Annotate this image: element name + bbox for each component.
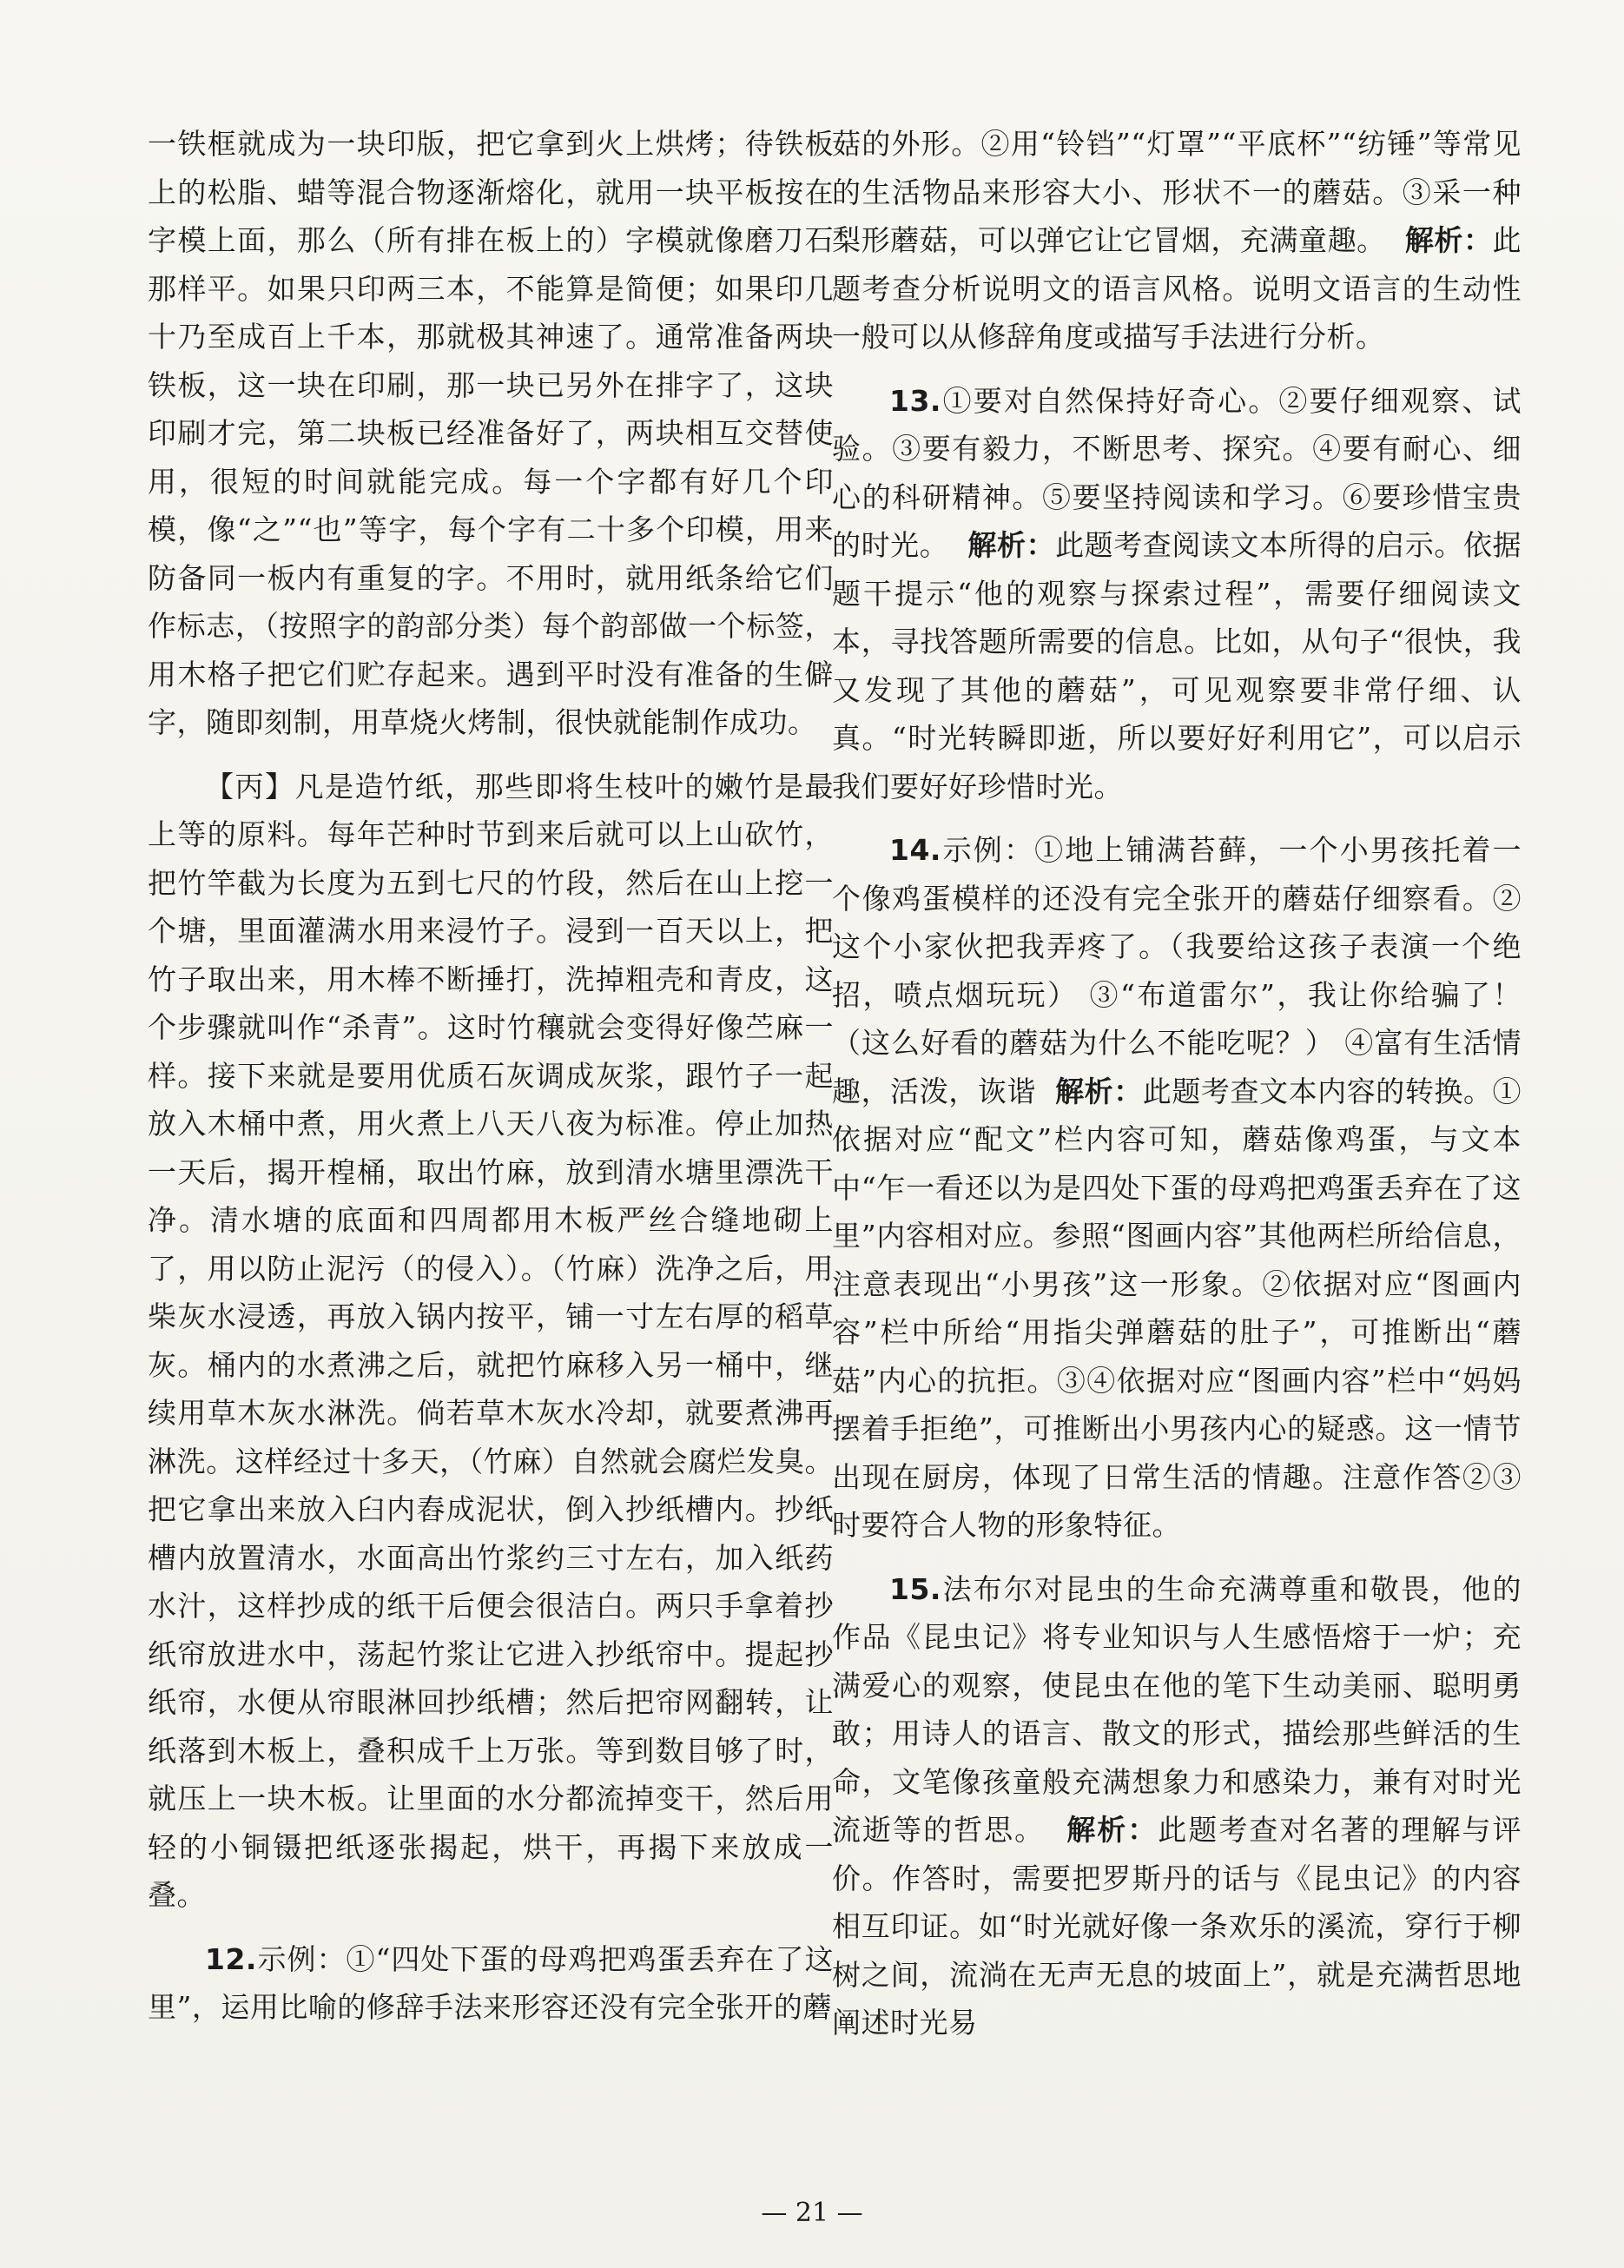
answer-text: 示例：①地上铺满苔藓，一个小男孩托着一个像鸡蛋模样的还没有完全张开的蘑菇仔细察看。②这个小家伙把我弄疼了。（我要给这孩子表演一个绝招，喷点烟玩玩） ③“布道雷尔”，我让你给骗了！（这么好看的蘑菇为什么不能吃呢？） ④富有生活情趣，活泼，诙谐 bbox=[832, 833, 1522, 1108]
translation-paragraph-2 bbox=[148, 763, 834, 1920]
left-column bbox=[148, 120, 834, 2032]
answer-12-continued bbox=[832, 120, 1522, 361]
page-number: — 21 — bbox=[761, 2198, 863, 2228]
translation-paragraph-1 bbox=[148, 120, 834, 747]
answer-14 bbox=[832, 826, 1522, 1550]
analysis-label: 解析： bbox=[1404, 223, 1493, 257]
answer-text: 法布尔对昆虫的生命充满尊重和敬畏，他的作品《昆虫记》将专业知识与人生感悟熔于一炉；充满爱心的观察，使昆虫在他的笔下生动美丽、聪明勇敢；用诗人的语言、散文的形式，描绘那些鲜活的生命，文笔像孩童般充满想象力和感染力，兼有对时光流逝等的哲思。 bbox=[832, 1571, 1522, 1847]
question-number: 12. bbox=[205, 1941, 257, 1976]
answer-text: 菇的外形。②用“铃铛”“灯罩”“平底杯”“纺锤”等常见的生活物品来形容大小、形状不一的蘑菇。③采一种梨形蘑菇，可以弹它让它冒烟，充满童趣。 bbox=[832, 127, 1522, 257]
question-number: 15. bbox=[889, 1571, 941, 1606]
question-number: 13. bbox=[889, 383, 941, 418]
analysis-label: 解析： bbox=[1055, 1074, 1143, 1108]
answer-text: ①要对自然保持好奇心。②要仔细观察、试验。③要有毅力，不断思考、探究。④要有耐心、细心的科研精神。⑤要坚持阅读和学习。⑥要珍惜宝贵的时光。 bbox=[832, 383, 1522, 562]
answer-12 bbox=[148, 1935, 834, 2032]
analysis-text: 此题考查文本内容的转换。①依据对应“配文”栏内容可知，蘑菇像鸡蛋，与文本中“乍一看还以为是四处下蛋的母鸡把鸡蛋丢弃在了这里”内容相对应。参照“图画内容”其他两栏所给信息，注意表现出“小男孩”这一形象。②依据对应“图画内容”栏中所给“用指尖弹蘑菇的肚子”，可推断出“蘑菇”内心的抗拒。③④依据对应“图画内容”栏中“妈妈摆着手拒绝”，可推断出小男孩内心的疑惑。这一情节出现在厨房，体现了日常生活的情趣。注意作答②③时要符合人物的形象特征。 bbox=[832, 1074, 1522, 1542]
right-column bbox=[832, 120, 1522, 2047]
section-tag: 【丙】 bbox=[205, 769, 295, 803]
analysis-text: 此题考查阅读文本所得的启示。依据题干提示“他的观察与探索过程”，需要仔细阅读文本，寻找答题所需要的信息。比如，从句子“很快，我又发现了其他的蘑菇”，可见观察要非常仔细、认真。“时光转瞬即逝，所以要好好利用它”，可以启示我们要好好珍惜时光。 bbox=[832, 528, 1522, 803]
answer-13 bbox=[832, 377, 1522, 811]
paragraph-text: 一铁框就成为一块印版，把它拿到火上烘烤；待铁板上的松脂、蜡等混合物逐渐熔化，就用一块平板按在字模上面，那么（所有排在板上的）字模就像磨刀石那样平。如果只印两三本，不能算是简便；如果印几十乃至成百上千本，那就极其神速了。通常准备两块铁板，这一块在印刷，那一块已另外在排字了，这块印刷才完，第二块板已经准备好了，两块相互交替使用，很短的时间就能完成。每一个字都有好几个印模，像“之”“也”等字，每个字有二十多个印模，用来防备同一板内有重复的字。不用时，就用纸条给它们作标志，（按照字的韵部分类）每个韵部做一个标签，用木格子把它们贮存起来。遇到平时没有准备的生僻字，随即刻制，用草烧火烤制，很快就能制作成功。 bbox=[148, 127, 834, 739]
analysis-label: 解析： bbox=[967, 528, 1056, 562]
question-number: 14. bbox=[889, 833, 941, 867]
paragraph-text: 凡是造竹纸，那些即将生枝叶的嫩竹是最上等的原料。每年芒种时节到来后就可以上山砍竹，把竹竿截为长度为五到七尺的竹段，然后在山上挖一个塘，里面灌满水用来浸竹子。浸到一百天以上，把竹子取出来，用木棒不断捶打，洗掉粗壳和青皮，这个步骤就叫作“杀青”。这时竹穰就会变得好像苎麻一样。接下来就是要用优质石灰调成灰浆，跟竹子一起放入木桶中煮，用火煮上八天八夜为标准。停止加热一天后，揭开楻桶，取出竹麻，放到清水塘里漂洗干净。清水塘的底面和四周都用木板严丝合缝地砌上了，用以防止泥污（的侵入）。（竹麻）洗净之后，用柴灰水浸透，再放入锅内按平，铺一寸左右厚的稻草灰。桶内的水煮沸之后，就把竹麻移入另一桶中，继续用草木灰水淋洗。倘若草木灰水冷却，就要煮沸再淋洗。这样经过十多天，（竹麻）自然就会腐烂发臭。把它拿出来放入臼内舂成泥状，倒入抄纸槽内。抄纸槽内放置清水，水面高出竹浆约三寸左右，加入纸药水汁，这样抄成的纸干后便会很洁白。两只手拿着抄纸帘放进水中，荡起竹浆让它进入抄纸帘中。提起抄纸帘，水便从帘眼淋回抄纸槽；然后把帘网翻转，让纸落到木板上，叠积成千上万张。等到数目够了时，就压上一块木板。让里面的水分都流掉变干，然后用轻的小铜镊把纸逐张揭起，烘干，再揭下来放成一叠。 bbox=[148, 769, 835, 1912]
analysis-text: 此题考查分析说明文的语言风格。说明文语言的生动性一般可以从修辞角度或描写手法进行分析。 bbox=[832, 223, 1522, 354]
analysis-text: 此题考查对名著的理解与评价。作答时，需要把罗斯丹的话与《昆虫记》的内容相互印证。如“时光就好像一条欢乐的溪流，穿行于柳树之间，流淌在无声无息的坡面上”，就是充满哲思地阐述时光易 bbox=[832, 1813, 1522, 2040]
analysis-label: 解析： bbox=[1066, 1813, 1159, 1847]
answer-text: 示例：①“四处下蛋的母鸡把鸡蛋丢弃在了这里”，运用比喻的修辞手法来形容还没有完全张开的蘑 bbox=[148, 1941, 834, 2024]
answer-15 bbox=[832, 1565, 1522, 2047]
